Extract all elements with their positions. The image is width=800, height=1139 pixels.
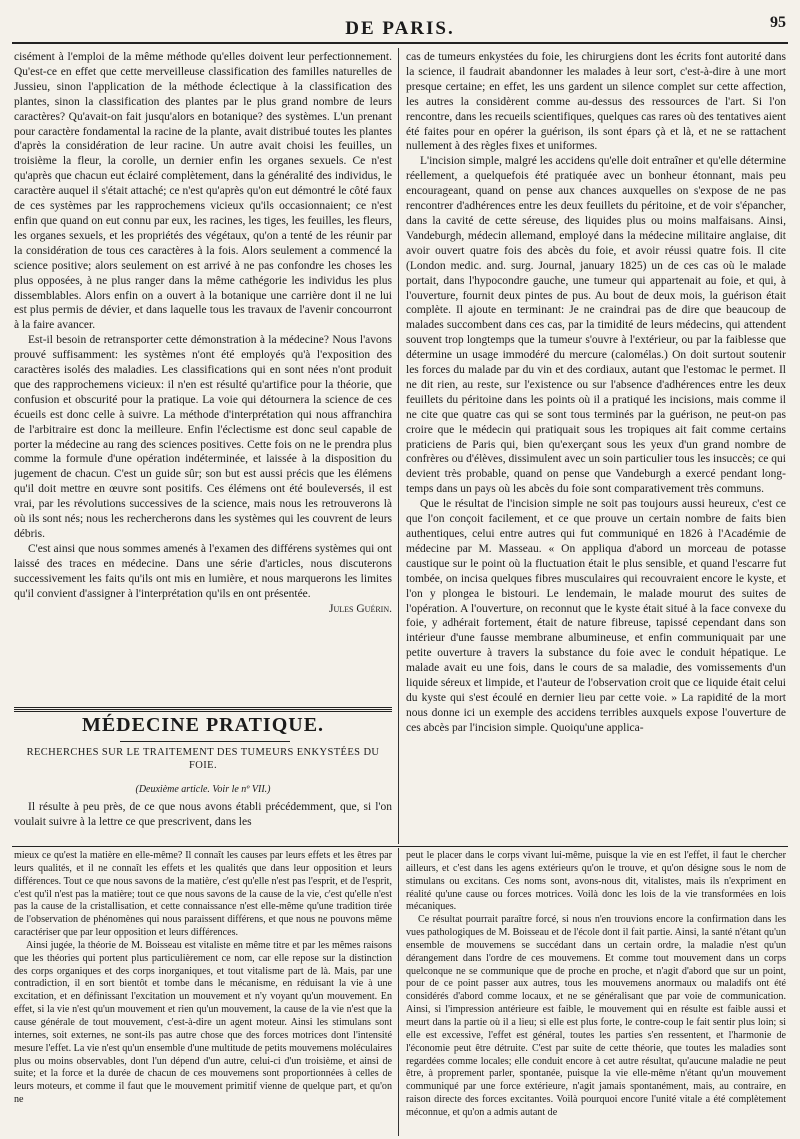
paragraph: Il résulte à peu près, de ce que nous avons établi précédemment, que, si l'on voulait suivre à la lettre ce que prescrivent, dans les — [14, 801, 392, 828]
section-title: MÉDECINE PRATIQUE. — [81, 714, 325, 736]
section-divider — [14, 707, 392, 710]
paragraph: cas de tumeurs enkystées du foie, les chirurgiens dont les écrits font autorité dans la science, il faudrait abandonner les malades à leur sort, c'est-à-dire à une mort presque certaine; en effet, les uns gardent un silence complet sur cette affection, les autres la considèrent comme au-dessus des ressources de l'art. Si l'on rencontre, dans les recueils scientifiques, quelques cas rares où des tentatives aient été faites pour en opérer la guérison, ils sont épars çà et là, et ne se rattachent nullement à des règles fixes et uniformes. — [406, 51, 786, 153]
author-signature — [14, 602, 392, 617]
header-rule — [12, 42, 788, 44]
page-header — [0, 0, 800, 40]
article-intro — [14, 800, 392, 842]
paragraph: Que le résultat de l'incision simple ne soit pas toujours aussi heureux, c'est ce que l'on conçoit facilement, et ce que prouve un certain nombre de faits bien authentiques, celui entre autres qui fut communiqué en 1826 à l'Académie de médecine par M. Masseau. « On appliqua d'abord un morceau de potasse caustique sur le point où la fluctuation était le plus sensible, et quand l'escarre fut tombée, on incisa quelques fibres musculaires qui recouvraient encore le kyste, et l'on y plongea le bistouri. Le lendemain, le malade mourut des suites de l'opération. A l'ouverture, on reconnut que le kyste était situé à la face convexe du foie, y adhérait fortement, était de nature fibreuse, tapissé cependant dans son intérieur d'une fausse membrane albumineuse, et enfin communiquait par une petite ouverture à travers la substance du foie avec le conduit hépatique. Le malade avait eu une fois, dans le cours de sa maladie, des vomissements d'un liquide séreux et limpide, et l'auteur de l'observation croit que ce liquide était celui du kyste qui s'est écoulé en dernier lieu par cette voie. » La rapidité de la mort nous donne ici un exemple des accidens terribles auxquels expose l'ouverture de ces abcès par l'incision simple. Quoiqu'une applica- — [406, 498, 786, 734]
page-number: 95 — [770, 14, 786, 31]
article-subtitle: RECHERCHES SUR LE TRAITEMENT DES TUMEURS ENKYSTÉES DU FOIE. — [26, 747, 380, 771]
paragraph: Ce résultat pourrait paraître forcé, si nous n'en trouvions encore la confirmation dans les vues pathologiques de M. Boisseau et de l'école dont il fait partie. Ainsi, la santé n'étant qu'un ensemble de mouvemens se succédant dans un certain ordre, la maladie n'est qu'un dérangement dans l'ordre de ces mouvemens. Et comme tout mouvement dans un corps quelconque ne se communique que de proche en proche, et n'agit d'abord que sur un point, pour de ce point passer aux autres, tous les mouvemens anormaux ou maladifs ont été considérés d'abord comme locaux, et ne se généralisant que par voie de communication. Ainsi, si l'impression antérieure est faible, le mouvement qui en résulte est faible aussi et meurt dans la partie où il a lieu; si elle est plus forte, le contre-coup le fait sentir plus loin; si elle est excessive, l'effet est général, toutes les parties s'en ressentent, et l'harmonie de l'économie peut être détruite. C'est par suite de cette théorie, que toutes les maladies sont regardées comme locales; elle conduit encore à cet autre résultat, qu'aucune maladie ne peut être, à proprement parler, spontanée, puisque la vie elle-même n'étant qu'un mouvement communiqué par une force extérieure, n'agit jamais spontanément, mais, au contraire, en raison directe des forces excitantes. Voilà pourquoi encore l'unité vitale a été complètement méconnue, et qu'on a admis autant de — [406, 914, 786, 1118]
right-column — [406, 50, 786, 840]
signature-text: Jules Guérin. — [329, 602, 392, 615]
bottom-right-column — [406, 850, 786, 1135]
paragraph: cisément à l'emploi de la même méthode qu'elles doivent leur perfectionnement. Qu'est-ce en effet que cette merveilleuse classification des familles naturelles de Jussieu, sinon l'application de la méthode éclectique à la classification des plantes, sinon la classification des plantes par le plus grand nombre de leurs caractères? Qu'avait-on fait jusqu'alors en botanique? des systèmes. L'un prenant pour caractère fondamental la racine de la plante, avait distribué toutes les plantes d'après la considération de leur racine. Un autre avait choisi les feuilles, un troisième la fleur, la corolle, un dernier enfin les organes sexuels. Ce n'est qu'après que chacun eut éclairé complètement, dans la généralité des individus, le caractère auquel il s'était attaché; ce n'est qu'après qu'on eut démontré le côté faux de ces systèmes par les rapprochemens vicieux qu'ils occasionnaient; ce n'est enfin que quand on eut connu par eux, les racines, les tiges, les feuilles, les fleurs, les organes sexuels, et les propriétés des végétaux, qu'on a tenté de les réunir par la considération de tous ces caractères à la fois. Alors seulement a commencé la science positive; alors seulement on est arrivé à ne pas confondre les choses les plus opposées, à ne plus ranger dans la même cathégorie les individus les plus dissemblables. Alors enfin on a ouvert à la botanique une carrière dont il ne lui est plus permis de dévier, et dans laquelle tous les travaux de l'avenir concourront à la faire avancer. — [14, 51, 392, 332]
paragraph: C'est ainsi que nous sommes amenés à l'examen des différens systèmes qui ont laissé des traces en médecine. Dans une série d'articles, nous discuterons successivement les faits qu'ils ont mis en lumière, et nous marquerons les limites qu'il convient d'assigner à l'interprétation qu'ils en ont présentée. — [14, 542, 392, 600]
bottom-column-divider — [398, 848, 399, 1136]
left-column — [14, 50, 392, 700]
paragraph: peut le placer dans le corps vivant lui-même, puisque la vie en est l'effet, il faut le chercher ailleurs, et c'est dans les agens extérieurs qu'on le trouve, et qu'on désigne sous le nom de stimulans ou excitans. Ces noms sont, avons-nous dit, vitalistes, mais ils n'expriment en réalité qu'une cause ou forces motrices. Voilà donc les lois de la vie transformées en lois mécaniques. — [406, 850, 786, 913]
paragraph: L'incision simple, malgré les accidens qu'elle doit entraîner et qu'elle détermine réellement, a quelquefois été pratiquée avec un bonheur étonnant, mais peu encourageant, quand on pense aux chances auxquelles on s'expose de ne pas rencontrer d'adhérences entre les deux feuillets du péritoine, et de voir s'épancher, dans la cavité de cette séreuse, des liquides plus ou moins malfaisans. Ainsi, Vandeburgh, médecin allemand, employé dans la médecine militaire anglaise, dit avoir ouvert quatre fois des abcès du foie, et avoir réussi quatre fois. Il cite (London medic. and. surg. Journal, january 1825) un de ces cas où le malade portait, dans l'hypocondre gauche, une tumeur qui appartenait au foie, et qui, à l'ouverture, fournit deux pintes de pus. Au bout de deux mois, la guérison était complète. Il ajoute en terminant: Je ne craindrai pas de dire que beaucoup de malades succombent dans ces cas, par la timidité de leurs médecins, qui attendent souvent trop longtemps que la tumeur s'ouvre à l'extérieur, ou par la faiblesse que détermine un usage immodéré du mercure (calomélas.) On doit surtout soutenir les forces du malade par du vin et des cordiaux, autant que l'estomac le permet. Il ne dit rien, au reste, sur l'existence ou sur l'absence d'adhérences entre les deux feuillets du péritoine dans les points où il a pratiqué les incisions, mais comme il ne cite que quatre cas qui se sont tous terminés par la guérison, ne peut-on pas croire que le médecin qui pratiquait sous les tropiques ait fait comme certains praticiens de Paris qui, bien qu'exerçant sous les yeux d'un grand nombre de confrères ou d'élèves, dissimulent avec un soin particulier tous les insuccès; ce qui devient très probable, quand on pense que Vandeburgh a exercé pendant long-temps dans un pays où les abcès du foie sont comparativement très communs. — [406, 155, 786, 496]
paragraph: Ainsi jugée, la théorie de M. Boisseau est vitaliste en même titre et par les mêmes raisons que les théories qui portent plus particulièrement ce nom, car elle repose sur la distinction des corps organiques et des corps inorganiques, et tout vitalisme part de là. Mais, par une contradiction, il en sort bientôt et tombe dans le mécanisme, en réduisant la vie à une excitation, et en définissant l'excitation un mouvement et n'y voyant qu'un mouvement. En effet, si la vie n'est qu'un mouvement et rien qu'un mouvement, la cause de la vie n'est que la cause générale de tout mouvement, c'est-à-dire un agent moteur. Ainsi les stimulans sont internes, soit externes, ne sont-ils pas autre chose que des forces motrices dont l'intensité mesure l'effet. La vie n'est qu'un ensemble d'une multitude de petits mouvemens moléculaires plus ou moins observables, dont l'un dépend d'un autre, celui-ci d'un troisième, et ainsi de suite; et la force et la durée de chacun de ces mouvemens sont proportionnées à celles de leurs moteurs, et comme il faut que le mouvement primitif vienne de quelque part, et qu'on ne — [14, 939, 392, 1106]
bottom-left-column — [14, 850, 392, 1135]
running-title: DE PARIS. — [345, 18, 455, 39]
title-underline — [120, 741, 290, 742]
section-divider-thin — [14, 711, 392, 712]
paragraph: mieux ce qu'est la matière en elle-même? Il connaît les causes par leurs effets et les êtres par leurs qualités, et il ne connaît les effets et les qualités que dans leur opposition et leurs différences. Tout ce que nous savons de la matière, c'est qu'elle n'est pas l'esprit, et de l'esprit, c'est qu'il n'est pas la matière; tout ce que nous savons de la cause de la vie, c'est qu'elle n'est pas la cause de la cristallisation, et cette connaissance n'est elle-même qu'une tradition tirée de l'observation de phénomènes qui nous paraissent différens, et que nous ne pouvons même caractériser que par leur opposition et leurs différences. — [14, 850, 392, 939]
footer-rule — [12, 846, 788, 847]
paragraph: Est-il besoin de retransporter cette démonstration à la médecine? Nous l'avons prouvé suffisamment: les systèmes n'ont été employés qu'à l'exposition des caractères isolés des maladies. Les classifications qui en sont nées n'ont produit que des rapprochemens vicieux: il n'en est résulté qu'artifice pour la théorie, que confusion et obscurité pour la pratique. La voie qui détournera la science de ces écueils est donc celle à suivre. La méthode d'interprétation qui nous affranchira de l'arbitraire est donc la meilleure. Enfin l'éclectisme est donc seul capable de porter la médecine au rang des sciences positives. Cette fois on ne le prendra plus comme la formule d'une opération indéterminée, et laissée à la disposition du jugement de chacun. C'est un guide sûr; son but est aussi précis que les élémens qu'il doit mettre en œuvre sont positifs. Ces élémens ont été bouleversés, il est vrai, par les révolutions successives de la science, mais nous les retrouverons là où ils sont nés; nous les rechercherons dans les systèmes qui les couvrent de leurs débris. — [14, 334, 392, 540]
article-note: (Deuxième article. Voir le nº VII.) — [135, 784, 271, 795]
column-divider — [398, 48, 399, 844]
